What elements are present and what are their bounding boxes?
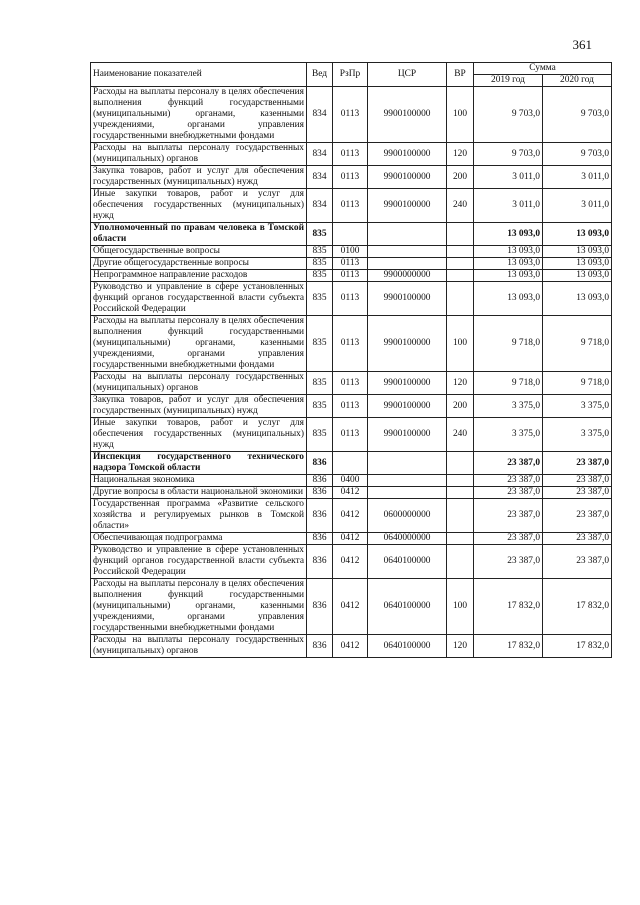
cell-vr: 200 (447, 166, 474, 189)
cell-2019: 9 703,0 (474, 87, 543, 143)
cell-ved: 836 (307, 452, 333, 475)
page-number: 361 (572, 37, 592, 52)
cell-rzpr: 0113 (333, 372, 368, 395)
cell-vr: 120 (447, 143, 474, 166)
cell-rzpr: 0113 (333, 87, 368, 143)
cell-name: Иные закупки товаров, работ и услуг для обеспечения государственных (муниципальных) нужд (91, 418, 307, 452)
cell-2019: 23 387,0 (474, 475, 543, 487)
cell-2019: 13 093,0 (474, 246, 543, 258)
cell-name: Закупка товаров, работ и услуг для обеспечения государственных (муниципальных) нужд (91, 166, 307, 189)
cell-name: Непрограммное направление расходов (91, 270, 307, 282)
cell-csr (368, 487, 447, 499)
table-row (91, 143, 612, 166)
cell-name: Государственная программа «Развитие сельского хозяйства и регулируемых рынков в Томской области» (91, 499, 307, 533)
cell-2019: 3 011,0 (474, 166, 543, 189)
budget-table (90, 62, 612, 658)
cell-csr (368, 223, 447, 246)
cell-csr: 9900100000 (368, 189, 447, 223)
cell-csr: 9900100000 (368, 372, 447, 395)
cell-2020: 9 718,0 (543, 372, 612, 395)
table-row (91, 223, 612, 246)
table-row (91, 545, 612, 579)
cell-vr: 240 (447, 189, 474, 223)
cell-ved: 836 (307, 579, 333, 635)
cell-2019: 23 387,0 (474, 533, 543, 545)
cell-csr: 0640100000 (368, 545, 447, 579)
cell-csr: 0640100000 (368, 635, 447, 658)
cell-2019: 3 375,0 (474, 418, 543, 452)
cell-csr (368, 246, 447, 258)
cell-ved: 834 (307, 189, 333, 223)
cell-2019: 3 011,0 (474, 189, 543, 223)
cell-rzpr: 0113 (333, 282, 368, 316)
table-row (91, 246, 612, 258)
cell-vr (447, 487, 474, 499)
table-row (91, 499, 612, 533)
cell-name: Другие вопросы в области национальной экономики (91, 487, 307, 499)
cell-rzpr: 0113 (333, 418, 368, 452)
cell-vr: 100 (447, 316, 474, 372)
cell-2019: 17 832,0 (474, 579, 543, 635)
cell-2019: 23 387,0 (474, 487, 543, 499)
cell-2020: 3 011,0 (543, 189, 612, 223)
cell-rzpr: 0113 (333, 270, 368, 282)
cell-2019: 13 093,0 (474, 270, 543, 282)
cell-ved: 835 (307, 270, 333, 282)
cell-ved: 836 (307, 475, 333, 487)
cell-csr: 9900100000 (368, 316, 447, 372)
cell-2020: 9 718,0 (543, 316, 612, 372)
table-row (91, 166, 612, 189)
cell-vr (447, 223, 474, 246)
cell-2019: 9 718,0 (474, 372, 543, 395)
cell-ved: 836 (307, 545, 333, 579)
table-row (91, 87, 612, 143)
cell-2020: 3 375,0 (543, 418, 612, 452)
cell-vr: 100 (447, 579, 474, 635)
cell-csr: 0640000000 (368, 533, 447, 545)
cell-vr (447, 545, 474, 579)
cell-name: Расходы на выплаты персоналу в целях обеспечения выполнения функций государственными (муниципальными) органами, казенными учреждениями, органами управления государственными внебюджетными фондами (91, 316, 307, 372)
cell-vr (447, 499, 474, 533)
col-header-2019: 2019 год (474, 75, 543, 87)
cell-csr: 9900100000 (368, 395, 447, 418)
cell-name: Общегосударственные вопросы (91, 246, 307, 258)
table-row (91, 487, 612, 499)
cell-csr: 9900000000 (368, 270, 447, 282)
cell-2020: 13 093,0 (543, 282, 612, 316)
cell-2020: 13 093,0 (543, 258, 612, 270)
table-row (91, 282, 612, 316)
cell-rzpr: 0113 (333, 316, 368, 372)
cell-csr (368, 258, 447, 270)
cell-name: Обеспечивающая подпрограмма (91, 533, 307, 545)
table-row (91, 418, 612, 452)
cell-name: Другие общегосударственные вопросы (91, 258, 307, 270)
cell-2020: 3 011,0 (543, 166, 612, 189)
cell-ved: 835 (307, 395, 333, 418)
cell-rzpr: 0100 (333, 246, 368, 258)
cell-ved: 836 (307, 487, 333, 499)
col-header-2020: 2020 год (543, 75, 612, 87)
cell-2019: 13 093,0 (474, 223, 543, 246)
cell-rzpr: 0412 (333, 545, 368, 579)
cell-vr: 100 (447, 87, 474, 143)
cell-rzpr: 0412 (333, 533, 368, 545)
cell-rzpr: 0113 (333, 166, 368, 189)
cell-name: Инспекция государственного технического надзора Томской области (91, 452, 307, 475)
cell-name: Иные закупки товаров, работ и услуг для обеспечения государственных (муниципальных) нужд (91, 189, 307, 223)
cell-2020: 9 703,0 (543, 87, 612, 143)
cell-2020: 13 093,0 (543, 270, 612, 282)
cell-ved: 836 (307, 533, 333, 545)
cell-rzpr: 0113 (333, 395, 368, 418)
cell-2020: 23 387,0 (543, 452, 612, 475)
col-header-ved: Вед (307, 63, 333, 87)
table-row (91, 533, 612, 545)
table-row (91, 189, 612, 223)
cell-csr: 0640100000 (368, 579, 447, 635)
cell-csr (368, 475, 447, 487)
cell-name: Расходы на выплаты персоналу в целях обеспечения выполнения функций государственными (муниципальными) органами, казенными учреждениями, органами управления государственными внебюджетными фондами (91, 87, 307, 143)
col-header-rzpr: РзПр (333, 63, 368, 87)
cell-vr (447, 452, 474, 475)
cell-csr (368, 452, 447, 475)
table-row (91, 258, 612, 270)
cell-vr (447, 282, 474, 316)
cell-2019: 23 387,0 (474, 499, 543, 533)
cell-2020: 23 387,0 (543, 487, 612, 499)
cell-rzpr (333, 452, 368, 475)
cell-vr (447, 246, 474, 258)
cell-2019: 17 832,0 (474, 635, 543, 658)
cell-rzpr: 0412 (333, 487, 368, 499)
cell-vr (447, 475, 474, 487)
cell-2019: 9 703,0 (474, 143, 543, 166)
table-row (91, 475, 612, 487)
cell-vr (447, 533, 474, 545)
cell-vr (447, 258, 474, 270)
cell-2019: 23 387,0 (474, 545, 543, 579)
table-row (91, 579, 612, 635)
cell-vr: 120 (447, 635, 474, 658)
cell-rzpr: 0113 (333, 189, 368, 223)
cell-2019: 23 387,0 (474, 452, 543, 475)
cell-2020: 13 093,0 (543, 223, 612, 246)
cell-rzpr (333, 223, 368, 246)
cell-name: Расходы на выплаты персоналу государственных (муниципальных) органов (91, 143, 307, 166)
cell-name: Расходы на выплаты персоналу государственных (муниципальных) органов (91, 635, 307, 658)
cell-ved: 835 (307, 282, 333, 316)
cell-ved: 835 (307, 316, 333, 372)
cell-ved: 835 (307, 223, 333, 246)
cell-name: Руководство и управление в сфере установленных функций органов государственной власти субъекта Российской Федерации (91, 545, 307, 579)
cell-2020: 13 093,0 (543, 246, 612, 258)
col-header-vr: ВР (447, 63, 474, 87)
cell-rzpr: 0412 (333, 579, 368, 635)
cell-2020: 23 387,0 (543, 475, 612, 487)
table-row (91, 635, 612, 658)
cell-csr: 9900100000 (368, 143, 447, 166)
table-row (91, 372, 612, 395)
cell-ved: 834 (307, 143, 333, 166)
cell-rzpr: 0412 (333, 635, 368, 658)
table-row (91, 270, 612, 282)
cell-2020: 23 387,0 (543, 545, 612, 579)
cell-2020: 23 387,0 (543, 499, 612, 533)
cell-2019: 13 093,0 (474, 258, 543, 270)
cell-ved: 835 (307, 372, 333, 395)
cell-ved: 834 (307, 166, 333, 189)
cell-name: Уполномоченный по правам человека в Томской области (91, 223, 307, 246)
cell-2019: 3 375,0 (474, 395, 543, 418)
cell-csr: 0600000000 (368, 499, 447, 533)
cell-2019: 9 718,0 (474, 316, 543, 372)
cell-name: Национальная экономика (91, 475, 307, 487)
col-header-sum: Сумма (474, 63, 612, 75)
cell-name: Закупка товаров, работ и услуг для обеспечения государственных (муниципальных) нужд (91, 395, 307, 418)
cell-vr (447, 270, 474, 282)
cell-rzpr: 0113 (333, 258, 368, 270)
cell-rzpr: 0412 (333, 499, 368, 533)
cell-name: Расходы на выплаты персоналу государственных (муниципальных) органов (91, 372, 307, 395)
cell-csr: 9900100000 (368, 166, 447, 189)
table-row (91, 452, 612, 475)
table-row (91, 316, 612, 372)
col-header-name: Наименование показателей (91, 63, 307, 87)
cell-vr: 120 (447, 372, 474, 395)
cell-2020: 17 832,0 (543, 635, 612, 658)
cell-csr: 9900100000 (368, 87, 447, 143)
cell-vr: 200 (447, 395, 474, 418)
cell-csr: 9900100000 (368, 418, 447, 452)
cell-2020: 17 832,0 (543, 579, 612, 635)
table-row (91, 395, 612, 418)
cell-ved: 835 (307, 418, 333, 452)
cell-2020: 3 375,0 (543, 395, 612, 418)
cell-csr: 9900100000 (368, 282, 447, 316)
cell-ved: 836 (307, 499, 333, 533)
cell-name: Расходы на выплаты персоналу в целях обеспечения выполнения функций государственными (муниципальными) органами, казенными учреждениями, органами управления государственными внебюджетными фондами (91, 579, 307, 635)
cell-ved: 835 (307, 246, 333, 258)
cell-rzpr: 0400 (333, 475, 368, 487)
cell-2020: 23 387,0 (543, 533, 612, 545)
cell-ved: 836 (307, 635, 333, 658)
table-body (91, 87, 612, 658)
cell-2020: 9 703,0 (543, 143, 612, 166)
col-header-csr: ЦСР (368, 63, 447, 87)
cell-ved: 835 (307, 258, 333, 270)
cell-ved: 834 (307, 87, 333, 143)
cell-vr: 240 (447, 418, 474, 452)
cell-2019: 13 093,0 (474, 282, 543, 316)
cell-rzpr: 0113 (333, 143, 368, 166)
cell-name: Руководство и управление в сфере установленных функций органов государственной власти субъекта Российской Федерации (91, 282, 307, 316)
